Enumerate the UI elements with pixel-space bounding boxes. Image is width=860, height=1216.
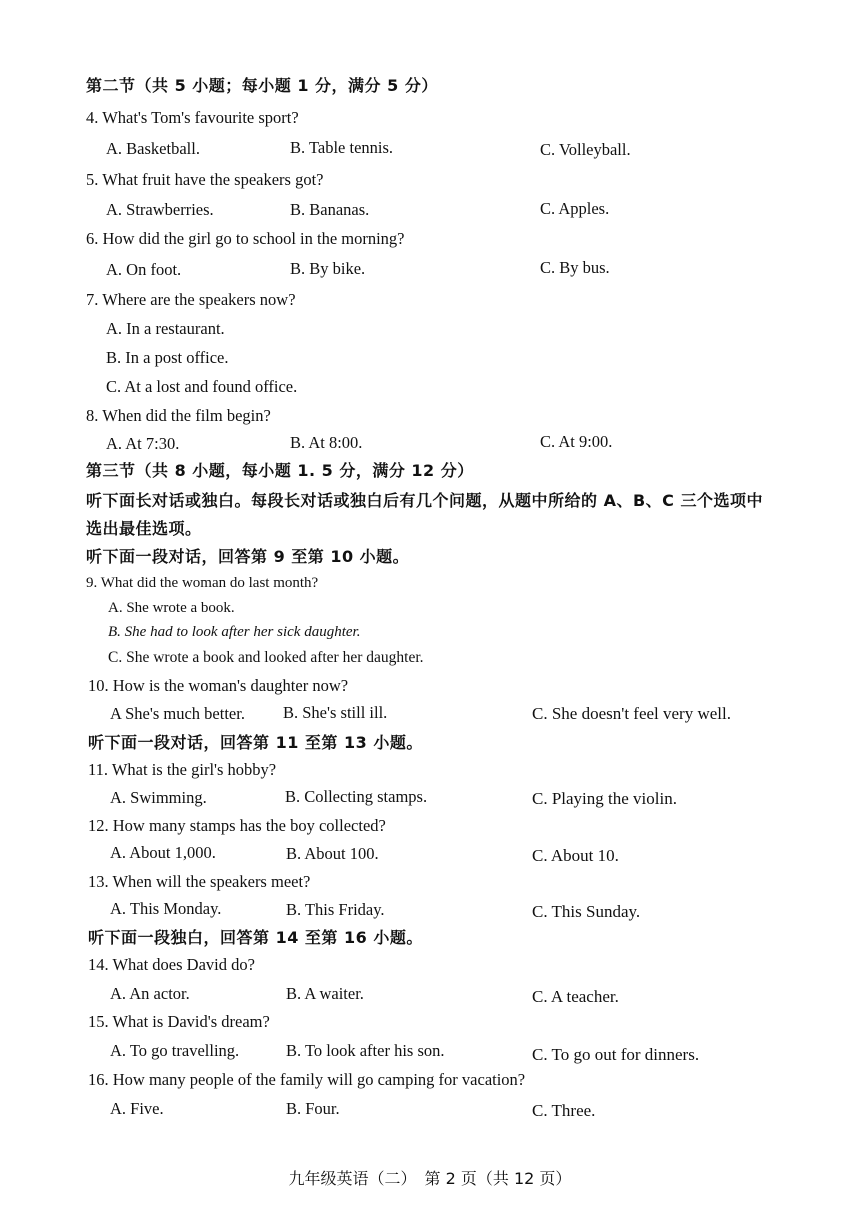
question-14-option-a: A. An actor. — [110, 984, 190, 1003]
question-5-option-b: B. Bananas. — [290, 200, 370, 219]
question-7-option-b: B. In a post office. — [106, 348, 229, 367]
question-9-option-c: C. She wrote a book and looked after her daughter. — [108, 649, 424, 666]
section-2-header: 第二节（共 5 小题；每小题 1 分，满分 5 分） — [86, 76, 438, 95]
question-14: 14. What does David do? — [88, 955, 255, 974]
question-5-option-a: A. Strawberries. — [106, 200, 214, 219]
question-7-option-a: A. In a restaurant. — [106, 319, 225, 338]
question-14-option-b: B. A waiter. — [286, 984, 364, 1003]
question-11: 11. What is the girl's hobby? — [88, 760, 277, 779]
question-6-option-c: C. By bus. — [540, 258, 610, 277]
question-10-option-a: A She's much better. — [110, 704, 245, 723]
question-4-option-c: C. Volleyball. — [540, 140, 631, 159]
question-5: 5. What fruit have the speakers got? — [86, 170, 324, 189]
question-11-option-a: A. Swimming. — [110, 788, 207, 807]
question-12: 12. How many stamps has the boy collected? — [88, 816, 386, 835]
question-16-option-c: C. Three. — [532, 1101, 596, 1120]
question-16-option-a: A. Five. — [110, 1099, 164, 1118]
question-10: 10. How is the woman's daughter now? — [88, 676, 349, 695]
question-13-option-a: A. This Monday. — [110, 899, 222, 918]
question-9: 9. What did the woman do last month? — [86, 575, 319, 591]
question-5-option-c: C. Apples. — [540, 199, 610, 218]
section-3-instruction-cont: 选出最佳选项。 — [86, 519, 202, 538]
question-9-option-a: A. She wrote a book. — [108, 600, 235, 616]
question-8: 8. When did the film begin? — [86, 406, 271, 425]
section-3-header: 第三节（共 8 小题，每小题 1. 5 分，满分 12 分） — [86, 461, 474, 480]
section-3-subheader-9-10: 听下面一段对话，回答第 9 至第 10 小题。 — [86, 547, 410, 566]
section-3-subheader-14-16: 听下面一段独白，回答第 14 至第 16 小题。 — [88, 928, 423, 947]
question-6-option-a: A. On foot. — [106, 260, 182, 279]
question-13-option-c: C. This Sunday. — [532, 902, 641, 921]
question-13-option-b: B. This Friday. — [286, 900, 385, 919]
question-8-option-a: A. At 7:30. — [106, 434, 180, 453]
question-16-option-b: B. Four. — [286, 1099, 340, 1118]
question-14-option-c: C. A teacher. — [532, 987, 619, 1006]
question-11-option-c: C. Playing the violin. — [532, 789, 677, 808]
question-8-option-b: B. At 8:00. — [290, 433, 363, 452]
section-3-instruction: 听下面长对话或独白。每段长对话或独白后有几个问题，从题中所给的 A、B、C 三个选项中 — [86, 491, 763, 510]
question-16: 16. How many people of the family will go camping for vacation? — [88, 1070, 526, 1089]
question-10-option-b: B. She's still ill. — [283, 703, 388, 722]
question-7-option-c: C. At a lost and found office. — [106, 377, 298, 396]
question-4-option-b: B. Table tennis. — [290, 138, 394, 157]
question-13: 13. When will the speakers meet? — [88, 872, 311, 891]
question-4-option-a: A. Basketball. — [106, 139, 200, 158]
page-footer: 九年级英语（二） 第 2 页（共 12 页） — [288, 1169, 572, 1188]
question-11-option-b: B. Collecting stamps. — [285, 787, 428, 806]
question-15-option-c: C. To go out for dinners. — [532, 1045, 700, 1064]
question-6-option-b: B. By bike. — [290, 259, 366, 278]
question-6: 6. How did the girl go to school in the morning? — [86, 229, 405, 248]
question-15-option-b: B. To look after his son. — [286, 1041, 445, 1060]
question-15: 15. What is David's dream? — [88, 1012, 270, 1031]
question-4: 4. What's Tom's favourite sport? — [86, 108, 299, 127]
question-12-option-c: C. About 10. — [532, 846, 619, 865]
question-7: 7. Where are the speakers now? — [86, 290, 296, 309]
question-9-option-b: B. She had to look after her sick daughter. — [108, 624, 361, 640]
question-10-option-c: C. She doesn't feel very well. — [532, 704, 731, 723]
question-12-option-b: B. About 100. — [286, 844, 379, 863]
question-15-option-a: A. To go travelling. — [110, 1041, 240, 1060]
question-12-option-a: A. About 1,000. — [110, 843, 216, 862]
question-8-option-c: C. At 9:00. — [540, 432, 613, 451]
section-3-subheader-11-13: 听下面一段对话，回答第 11 至第 13 小题。 — [88, 733, 423, 752]
